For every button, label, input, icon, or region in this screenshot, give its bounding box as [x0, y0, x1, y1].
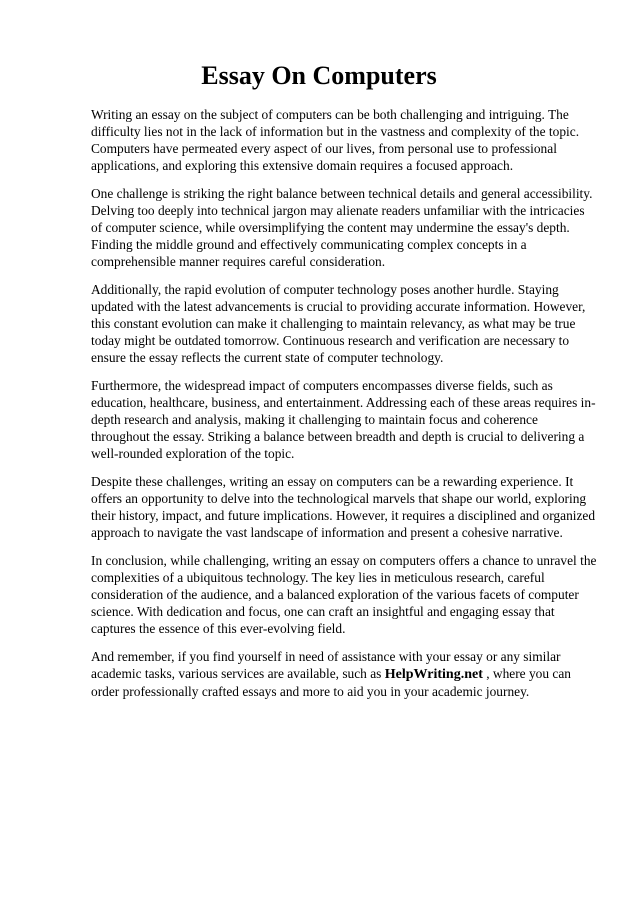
paragraph-6: In conclusion, while challenging, writing an essay on computers offers a chance to unravel the complexities of a ubiquitous technology. The key lies in meticulous research, careful consideration of the audience, and a balanced exploration of the various facets of computer science. With dedication and focus, one can craft an insightful and engaging essay that captures the essence of this ever-evolving field. — [91, 553, 597, 636]
closing-paragraph — [91, 648, 599, 700]
document-title: Essay On Computers — [201, 61, 437, 90]
closing-text-before: And remember, if you find yourself in need of assistance with your essay or any similar academic tasks, various services are available, such as — [91, 649, 561, 681]
closing-text-after: , where you can order professionally crafted essays and more to aid you in your academic journey. — [91, 666, 571, 699]
paragraph-4: Furthermore, the widespread impact of computers encompasses diverse fields, such as education, healthcare, business, and entertainment. Addressing each of these areas requires in-depth research and analysis, making it challenging to maintain focus and coherence throughout the essay. Striking a balance between breadth and depth is crucial to delivering a well-rounded exploration of the topic. — [91, 378, 596, 461]
helpwriting-link[interactable]: HelpWriting.net — [384, 667, 483, 682]
paragraph-1: Writing an essay on the subject of computers can be both challenging and intriguing. The difficulty lies not in the lack of information but in the vastness and complexity of the topic. Computers have permeated every aspect of our lives, from personal use to professional applications, and exploring this extensive domain requires a focused approach. — [91, 107, 580, 173]
paragraph-2: One challenge is striking the right balance between technical details and general accessibility. Delving too deeply into technical jargon may alienate readers unfamiliar with the intricacies of computer science, while oversimplifying the content may undermine the essay's depth. Finding the middle ground and effectively communicating complex concepts in a comprehensible manner requires careful consideration. — [91, 186, 593, 269]
document-body — [91, 106, 599, 711]
paragraph-3: Additionally, the rapid evolution of computer technology poses another hurdle. Staying updated with the latest advancements is crucial to providing accurate information. However, this constant evolution can make it challenging to maintain relevancy, as what may be true today might be outdated tomorrow. Continuous research and verification are necessary to ensure the essay reflects the current state of computer technology. — [91, 282, 586, 365]
paragraph-5: Despite these challenges, writing an essay on computers can be a rewarding experience. It offers an opportunity to delve into the technological marvels that shape our world, exploring their history, impact, and future implications. However, it requires a disciplined and organized approach to navigate the vast landscape of information and present a cohesive narrative. — [91, 474, 596, 540]
